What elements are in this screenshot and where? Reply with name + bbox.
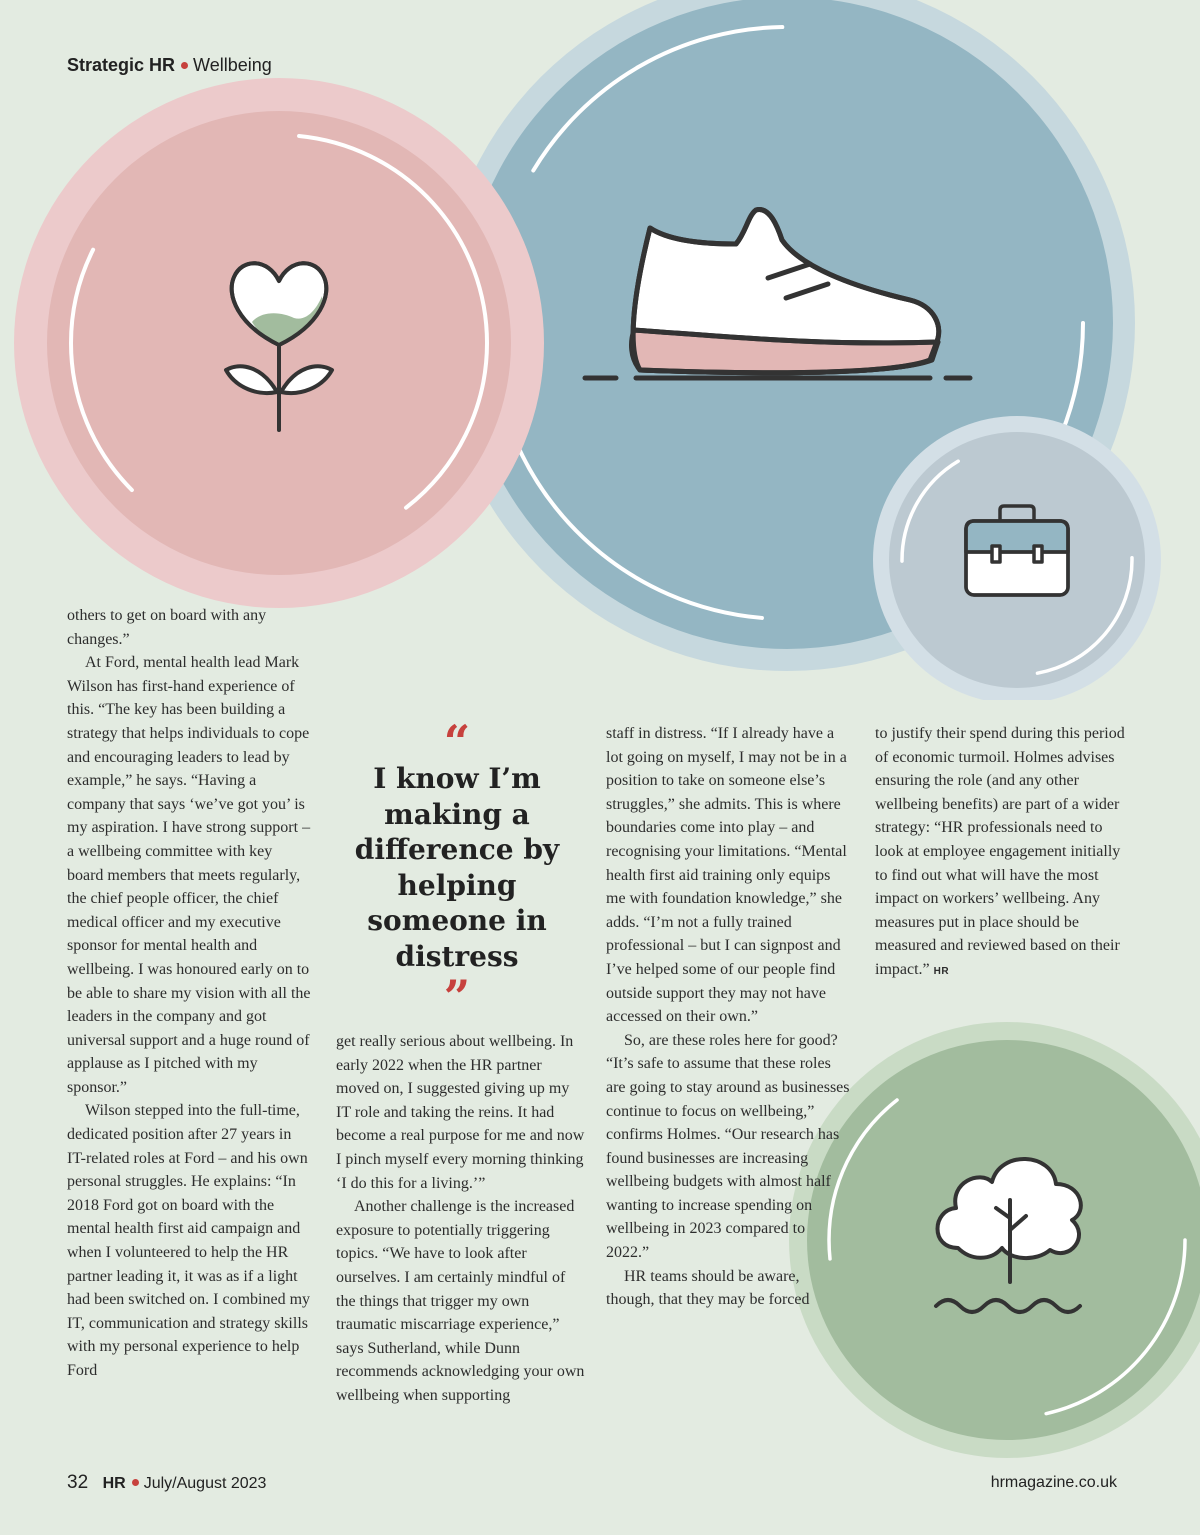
website-link[interactable]: hrmagazine.co.uk — [990, 1474, 1117, 1491]
section-label: Strategic HR — [67, 55, 176, 75]
pull-quote: I know I’m making a difference by helping someone in distress — [354, 762, 560, 973]
paragraph: At Ford, mental health lead Mark Wilson has first-hand experience of this. “The key has been building a strategy that helps individuals to cope and encouraging leaders to lead by example,” he says. “Having a company that says ‘we’ve got you’ is my aspiration. I have strong support – a wellbeing committee with key board members that meets regularly, the chief people officer, the chief medical officer and my executive sponsor for mental health and wellbeing. I was honoured early on to be able to share my vision with all the leaders in the company and got universal support and a huge round of applause as I pitched with my sponsor.” — [67, 654, 311, 1096]
paragraph — [875, 722, 1125, 984]
subsection-label: Wellbeing — [193, 55, 272, 75]
end-mark: HR — [933, 965, 950, 977]
paragraph-text: to justify their spend during this period of economic turmoil. Holmes advises ensuring the role (and any other wellbeing benefits) are part of a wider strategy: “HR professionals need to look at employee engagement initially to find out what will have the most impact on workers’ wellbeing. Any measures put in place should be measured and reviewed based on their impact.” — [875, 725, 1125, 978]
open-quote-mark: “ — [443, 715, 471, 769]
paragraph: others to get on board with any changes.” — [67, 607, 267, 648]
paragraph: staff in distress. “If I already have a lot going on myself, I may not be in a position to take on someone else’s struggles,” she admits. This is where boundaries come into play – and recognising your limitations. “Mental health first aid training only equips me with foundation knowledge,” she adds. “I’m not a fully trained professional – but I can signpost and I’ve helped some of our people find outside support they may not have accessed on their own.” — [606, 725, 847, 1026]
article-column-2 — [336, 1030, 586, 1408]
page-number: 32 — [67, 1472, 89, 1493]
paragraph: get really serious about wellbeing. In early 2022 when the HR partner moved on, I suggested giving up my IT role and taking the reins. It had become a real purpose for me and now I pinch myself every morning thinking ‘I do this for a living.’” — [336, 1033, 585, 1192]
article-column-3 — [606, 722, 851, 1312]
pull-quote-block — [346, 715, 568, 1024]
paragraph: Wilson stepped into the full-time, dedicated position after 27 years in IT-related roles at Ford – and his own personal struggles. He explains: “In 2018 Ford got on board with the mental health first aid campaign and when I volunteered to help the HR partner leading it, it was as if a light had been switched on. I combined my IT, communication and strategy skills with my personal experience to help Ford — [67, 1102, 311, 1379]
article-column-4 — [875, 722, 1125, 984]
briefcase-icon — [966, 506, 1068, 595]
red-bullet-dot — [132, 1479, 139, 1486]
paragraph: Another challenge is the increased exposure to potentially triggering topics. “We have to look after ourselves. I am certainly mindful of the things that trigger my own traumatic miscarriage experience,” says Sutherland, while Dunn recommends acknowledging your own wellbeing when supporting — [336, 1198, 585, 1404]
magazine-name: HR — [102, 1475, 126, 1492]
close-quote-mark: ” — [443, 970, 471, 1024]
paragraph: So, are these roles here for good? “It’s safe to assume that these roles are going to stay around as businesses continue to focus on wellbeing,” confirms Holmes. “Our research has found businesses are increasing wellbeing budgets with almost half wanting to increase spending on wellbeing in 2023 compared to 2022.” — [606, 1031, 850, 1262]
article-column-1 — [67, 604, 312, 1383]
wellbeing-illustration — [0, 0, 1200, 700]
page-footer — [67, 1472, 1117, 1494]
paragraph: HR teams should be aware, though, that they may be forced — [606, 1267, 810, 1309]
issue-date: July/August 2023 — [143, 1475, 267, 1492]
